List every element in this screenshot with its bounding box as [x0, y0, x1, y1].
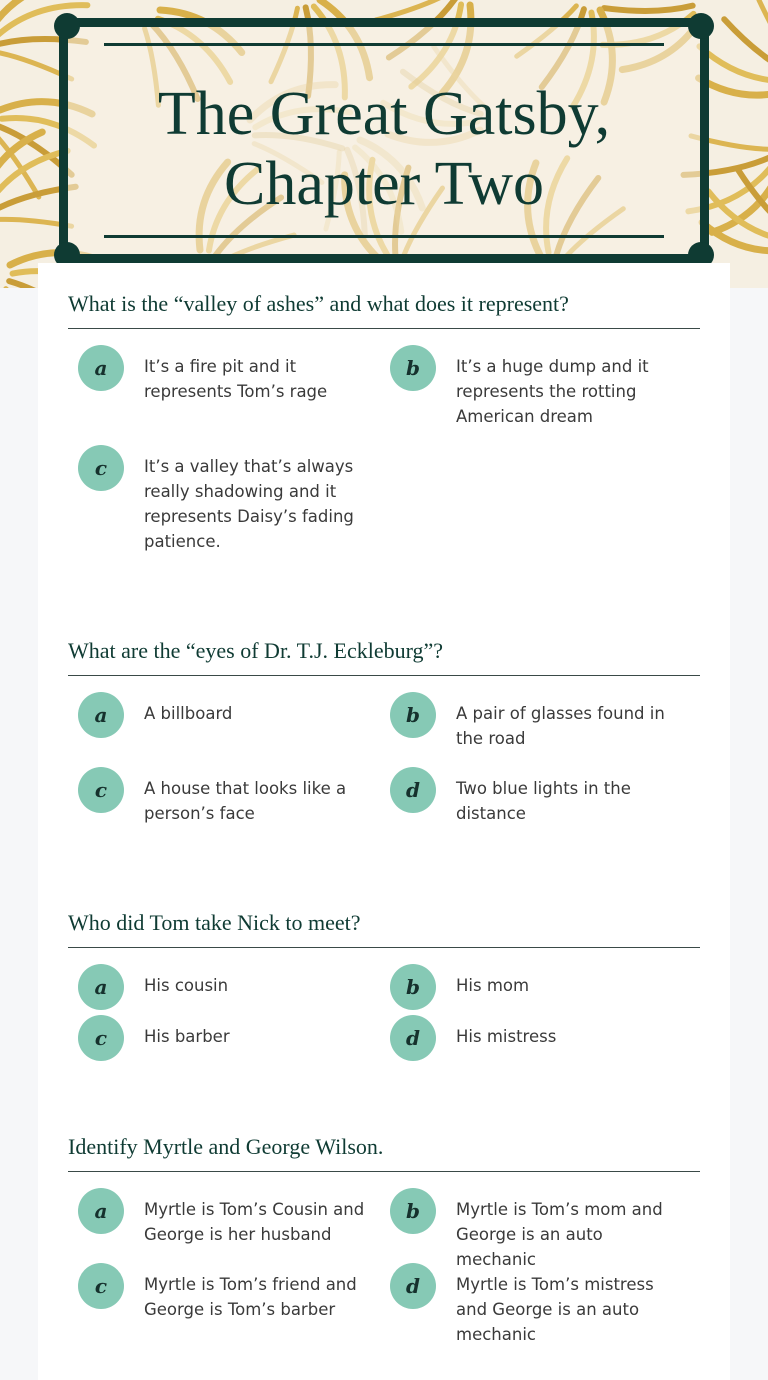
- option-text: Myrtle is Tom’s friend and George is Tom’s barber: [144, 1275, 357, 1319]
- option-text: His mistress: [456, 1027, 557, 1046]
- question-text: What are the “eyes of Dr. T.J. Eckleburg”?: [68, 637, 700, 676]
- option-letter-badge: c: [78, 445, 124, 491]
- option-text: It’s a fire pit and it represents Tom’s rage: [144, 357, 328, 401]
- option-letter-badge: c: [78, 1263, 124, 1309]
- page-title-line2: Chapter Two: [224, 150, 544, 218]
- option-letter-badge: d: [390, 1015, 436, 1061]
- option-letter-badge: b: [390, 964, 436, 1010]
- option-text: Myrtle is Tom’s Cousin and George is her husband: [144, 1200, 365, 1244]
- option-letter-badge: a: [78, 692, 124, 738]
- option-text: Two blue lights in the distance: [456, 779, 631, 823]
- option-text: His cousin: [144, 976, 229, 995]
- option-text: A pair of glasses found in the road: [456, 704, 665, 748]
- option-text: It’s a huge dump and it represents the rotting American dream: [456, 357, 649, 426]
- worksheet-body: [38, 263, 730, 1380]
- title-divider-top: [104, 43, 664, 46]
- title-card: [59, 18, 709, 263]
- option-letter-badge: b: [390, 345, 436, 391]
- corner-ornament: [688, 13, 714, 39]
- header-banner: [0, 0, 768, 288]
- option-text: Myrtle is Tom’s mom and George is an auto mechanic: [456, 1200, 663, 1269]
- option-letter-badge: b: [390, 692, 436, 738]
- question-text: Identify Myrtle and George Wilson.: [68, 1133, 700, 1172]
- option-letter-badge: b: [390, 1188, 436, 1234]
- question-3: [68, 909, 700, 948]
- title-divider-bottom: [104, 235, 664, 238]
- option-letter-badge: c: [78, 1015, 124, 1061]
- option-text: A billboard: [144, 704, 233, 723]
- option-text: His mom: [456, 976, 530, 995]
- option-text: It’s a valley that’s always really shadowing and it represents Daisy’s fading patience.: [144, 457, 354, 551]
- option-letter-badge: a: [78, 1188, 124, 1234]
- option-letter-badge: d: [390, 1263, 436, 1309]
- question-4: [68, 1133, 700, 1172]
- option-text: Myrtle is Tom’s mistress and George is an auto mechanic: [456, 1275, 654, 1344]
- option-text: His barber: [144, 1027, 230, 1046]
- page-title: [68, 79, 700, 219]
- question-1: [68, 290, 700, 329]
- page-title-line1: The Great Gatsby,: [157, 80, 611, 148]
- option-letter-badge: c: [78, 767, 124, 813]
- option-letter-badge: d: [390, 767, 436, 813]
- option-letter-badge: a: [78, 964, 124, 1010]
- option-text: A house that looks like a person’s face: [144, 779, 347, 823]
- question-text: What is the “valley of ashes” and what does it represent?: [68, 290, 700, 329]
- question-2: [68, 637, 700, 676]
- question-text: Who did Tom take Nick to meet?: [68, 909, 700, 948]
- corner-ornament: [54, 13, 80, 39]
- option-letter-badge: a: [78, 345, 124, 391]
